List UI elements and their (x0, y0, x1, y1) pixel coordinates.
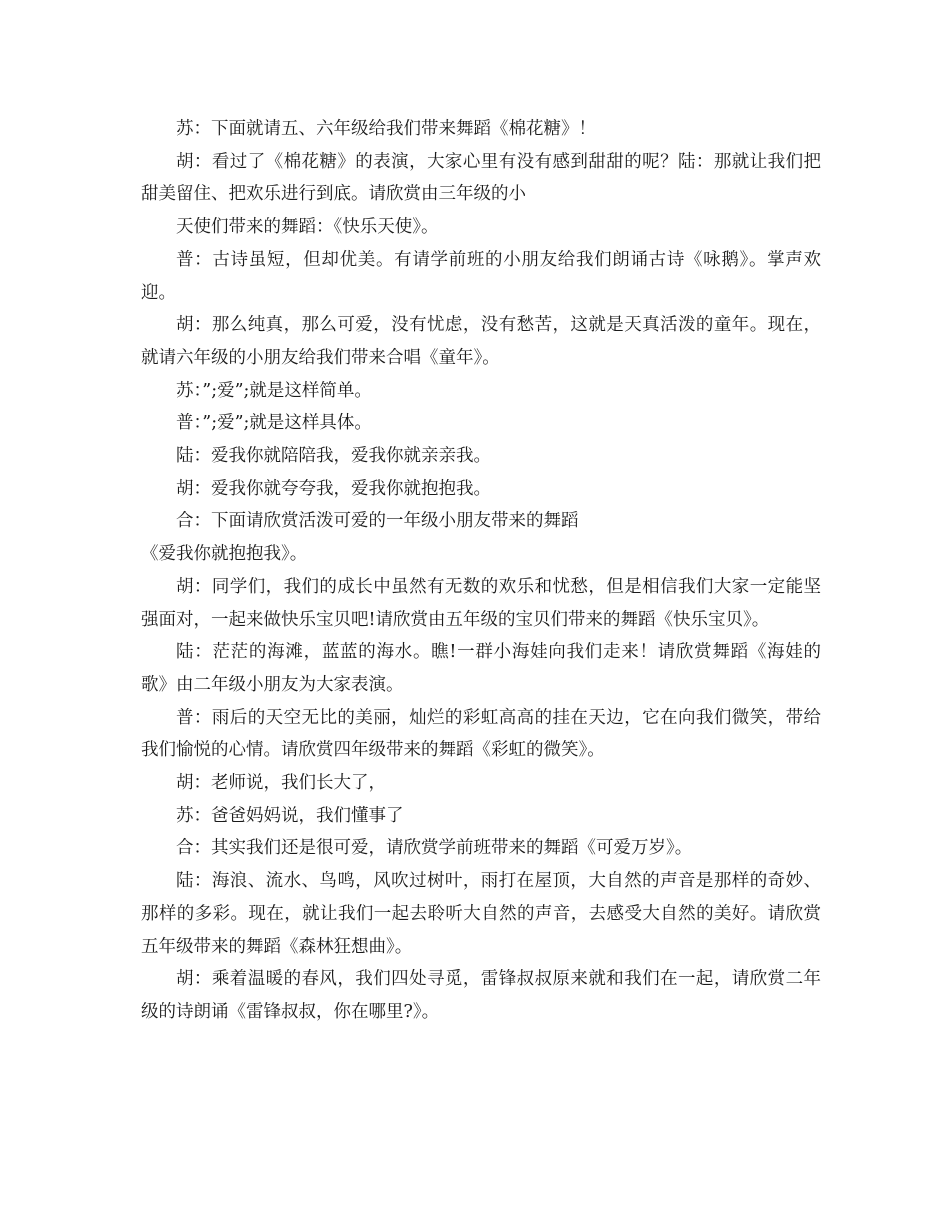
document-body (141, 113, 821, 1029)
paragraph: 《爱我你就抱抱我》。 (141, 544, 308, 565)
paragraph: 苏：”;爱”;就是这样简单。 (176, 380, 372, 401)
paragraph: 胡：老师说，我们长大了， (176, 773, 386, 794)
paragraph: 普：”;爱”;就是这样具体。 (176, 413, 372, 434)
paragraph: 苏：爸爸妈妈说，我们懂事了 (176, 805, 404, 826)
paragraph: 苏：下面就请五、六年级给我们带来舞蹈《棉花糖》！ (176, 119, 596, 139)
paragraph: 胡：乘着温暖的春风，我们四处寻觅，雷锋叔叔原来就和我们在一起，请欣赏二年级的诗朗诵《雷锋叔叔，你在哪里?》。 (141, 969, 821, 1022)
paragraph: 天使们带来的舞蹈：《快乐天使》。 (176, 217, 439, 238)
paragraph: 胡：那么纯真，那么可爱，没有忧虑，没有愁苦，这就是天真活泼的童年。现在，就请六年级的小朋友给我们带来合唱《童年》。 (141, 315, 821, 368)
paragraph: 陆：茫茫的海滩，蓝蓝的海水。瞧!一群小海娃向我们走来！请欣赏舞蹈《海娃的歌》由二年级小朋友为大家表演。 (141, 642, 821, 695)
paragraph: 普：雨后的天空无比的美丽，灿烂的彩虹高高的挂在天边，它在向我们微笑，带给我们愉悦的心情。请欣赏四年级带来的舞蹈《彩虹的微笑》。 (141, 707, 821, 761)
paragraph: 陆：爱我你就陪陪我，爱我你就亲亲我。 (176, 446, 491, 467)
paragraph: 胡：看过了《棉花糖》的表演，大家心里有没有感到甜甜的呢？陆：那就让我们把甜美留住、把欢乐进行到底。请欣赏由三年级的小 (141, 151, 821, 205)
paragraph: 合：下面请欣赏活泼可爱的一年级小朋友带来的舞蹈 (176, 511, 579, 532)
paragraph: 合：其实我们还是很可爱，请欣赏学前班带来的舞蹈《可爱万岁》。 (176, 838, 693, 859)
paragraph: 胡：同学们，我们的成长中虽然有无数的欢乐和忧愁，但是相信我们大家一定能坚强面对，一起来做快乐宝贝吧!请欣赏由五年级的宝贝们带来的舞蹈《快乐宝贝》。 (141, 576, 821, 630)
paragraph: 胡：爱我你就夸夸我，爱我你就抱抱我。 (176, 478, 491, 499)
paragraph: 陆：海浪、流水、鸟鸣，风吹过树叶，雨打在屋顶，大自然的声音是那样的奇妙、那样的多彩。现在，就让我们一起去聆听大自然的声音，去感受大自然的美好。请欣赏五年级带来的舞蹈《森林狂想曲》。 (141, 871, 821, 957)
paragraph: 普：古诗虽短，但却优美。有请学前班的小朋友给我们朗诵古诗《咏鹅》。掌声欢迎。 (141, 249, 821, 303)
